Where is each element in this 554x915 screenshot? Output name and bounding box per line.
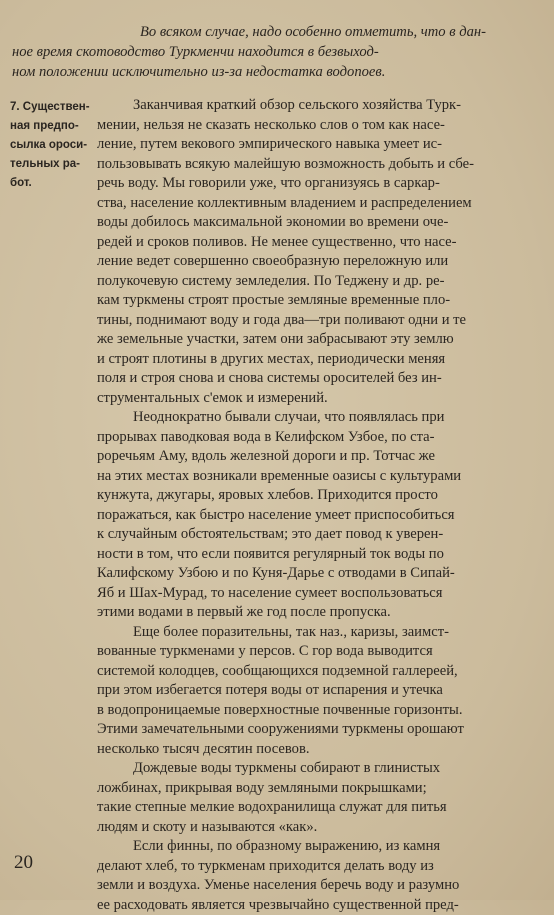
text-line: поля и строя снова и снова системы оросителей без ин- (97, 369, 527, 389)
margin-heading-line: сылка ороси- (10, 136, 94, 155)
text-line: Этими замечательными сооружениями туркмены орошают (97, 720, 527, 740)
intro-line: Во всяком случае, надо особенно отметить, что в дан- (12, 22, 542, 42)
text-line: редей и сроков поливов. Не менее существенно, что насе- (97, 233, 527, 253)
text-line: к случайным обстоятельствам; это дает повод к уверен- (97, 525, 527, 545)
text-line: воды добилось максимальной экономии во времени оче- (97, 213, 527, 233)
text-line: людям и скоту и называются «как». (97, 818, 527, 838)
text-line: этими водами в первый же год после пропуска. (97, 603, 527, 623)
text-line: при этом избегается потеря воды от испарения и утечка (97, 681, 527, 701)
section-margin-heading (10, 98, 94, 193)
text-line: поражаться, как быстро население умеет приспособиться (97, 506, 527, 526)
text-line: системой колодцев, сообщающихся подземной галлереей, (97, 662, 527, 682)
margin-heading-line: тельных ра- (10, 155, 94, 174)
text-line: струментальных с'емок и измерений. (97, 389, 527, 409)
text-line: на этих местах возникали временные оазисы с культурами (97, 467, 527, 487)
text-line: ности в том, что если появится регулярный ток воды по (97, 545, 527, 565)
text-line: роречьям Аму, вдоль железной дороги и пр. Тотчас же (97, 447, 527, 467)
text-line: Калифскому Узбою и по Куня-Дарье с отводами в Сипай- (97, 564, 527, 584)
text-line: же земельные участки, затем они забрасывают эту землю (97, 330, 527, 350)
text-line: мении, нельзя не сказать несколько слов о том как насе- (97, 116, 527, 136)
text-line: кам туркмены строят простые земляные временные пло- (97, 291, 527, 311)
text-line: Дождевые воды туркмены собирают в глинистых (97, 759, 527, 779)
text-line: пользовывать всякую малейшую возможность добыть и сбе- (97, 155, 527, 175)
text-line: земли и воздуха. Уменье населения беречь воду и разумно (97, 876, 527, 896)
text-line: ложбинах, прикрывая воду земляными покрышками; (97, 779, 527, 799)
text-line: вованные туркменами у персов. С гор вода выводится (97, 642, 527, 662)
text-line: и строят плотины в других местах, периодически меняя (97, 350, 527, 370)
text-line: речь воду. Мы говорили уже, что организуясь в саркар- (97, 174, 527, 194)
text-line: прорывах паводковая вода в Келифском Узбое, по ста- (97, 428, 527, 448)
main-body-text (97, 96, 527, 915)
text-line: ление ведет совершенно своеобразную переложную или (97, 252, 527, 272)
text-line: Заканчивая краткий обзор сельского хозяйства Турк- (97, 96, 527, 116)
text-line: кунжута, джугары, яровых хлебов. Приходится просто (97, 486, 527, 506)
margin-heading-line: 7. Существен- (10, 98, 94, 117)
text-line: Неоднократно бывали случаи, что появлялась при (97, 408, 527, 428)
text-line: ства, население коллективным владением и распределением (97, 194, 527, 214)
text-line: ее расходовать является чрезвычайно существенной пред- (97, 896, 527, 915)
text-line: делают хлеб, то туркменам приходится делать воду из (97, 857, 527, 877)
margin-heading-line: ная предпо- (10, 117, 94, 136)
text-line: Яб и Шах-Мурад, то население сумеет воспользоваться (97, 584, 527, 604)
intro-line: ном положении исключительно из-за недостатка водопоев. (12, 62, 542, 82)
text-line: такие степные мелкие водохранилища служат для питья (97, 798, 527, 818)
text-line: несколько тысяч десятин посевов. (97, 740, 527, 760)
text-line: Еще более поразительны, так наз., каризы, заимст- (97, 623, 527, 643)
intro-paragraph (12, 22, 542, 82)
text-line: тины, поднимают воду и года два—три поливают одни и те (97, 311, 527, 331)
intro-line: ное время скотоводство Туркменчи находится в безвыход- (12, 42, 542, 62)
text-line: полукочевую систему земледелия. По Теджену и др. ре- (97, 272, 527, 292)
text-line: Если финны, по образному выражению, из камня (97, 837, 527, 857)
text-line: в водопроницаемые поверхностные почвенные горизонты. (97, 701, 527, 721)
page-number: 20 (14, 852, 33, 874)
margin-heading-line: бот. (10, 174, 94, 193)
text-line: ление, путем векового эмпирического навыка умеет ис- (97, 135, 527, 155)
